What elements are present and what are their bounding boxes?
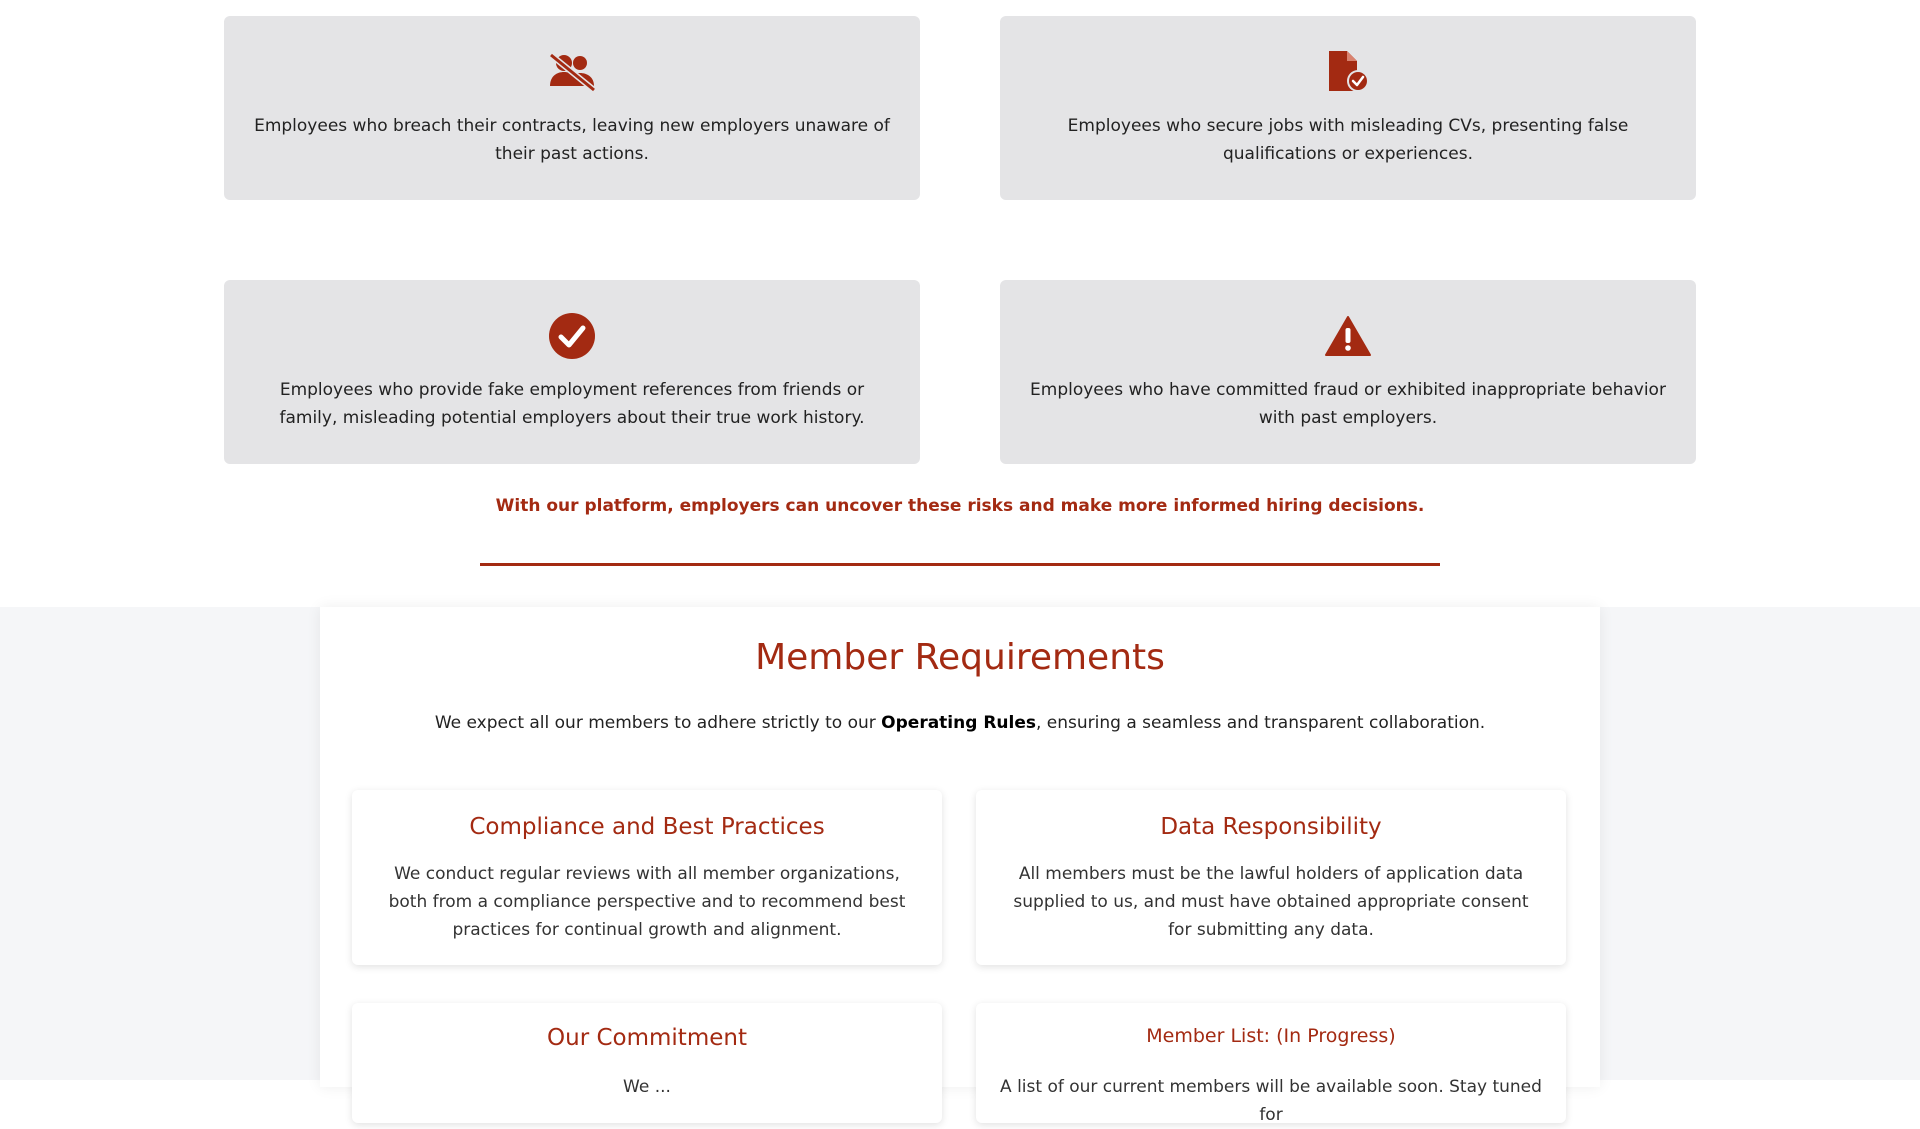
risk-card-misleading-cv (1000, 16, 1696, 200)
risk-card-fake-references (224, 280, 920, 464)
req-card-compliance (352, 790, 942, 965)
req-card-text: We conduct regular reviews with all member organizations, both from a compliance perspective and to recommend best practices for continual growth and alignment. (388, 864, 906, 940)
requirements-intro (320, 713, 1600, 733)
circle-check-icon (224, 313, 920, 359)
requirements-title: Member Requirements (755, 637, 1165, 678)
req-card-text: We ... (623, 1077, 671, 1097)
users-slash-icon (224, 49, 920, 95)
req-card-text: A list of our current members will be available soon. Stay tuned for (1000, 1077, 1542, 1125)
req-card-text: All members must be the lawful holders of application data supplied to us, and must have obtained appropriate consent for submitting any data. (1013, 864, 1529, 940)
intro-text-after: , ensuring a seamless and transparent collaboration. (1036, 713, 1486, 733)
operating-rules-text: Operating Rules (881, 713, 1036, 733)
risk-card-contract-breach (224, 16, 920, 200)
risk-card-text: Employees who provide fake employment references from friends or family, misleading potential employers about their true work history. (279, 380, 865, 428)
req-card-commitment (352, 1003, 942, 1123)
risk-card-text: Employees who have committed fraud or exhibited inappropriate behavior with past employers. (1030, 380, 1666, 428)
risk-card-text: Employees who breach their contracts, leaving new employers unaware of their past actions. (254, 116, 890, 164)
tagline-divider (480, 563, 1440, 566)
intro-text-before: We expect all our members to adhere strictly to our (434, 713, 882, 733)
platform-tagline: With our platform, employers can uncover these risks and make more informed hiring decisions. (495, 496, 1425, 516)
req-card-title: Our Commitment (547, 1025, 747, 1051)
warning-triangle-icon (1000, 313, 1696, 359)
req-card-member-list (976, 1003, 1566, 1123)
member-requirements-section (0, 607, 1920, 1080)
req-card-title: Data Responsibility (1160, 814, 1382, 840)
file-check-icon (1000, 49, 1696, 95)
risk-card-fraud (1000, 280, 1696, 464)
req-card-title: Member List: (In Progress) (1146, 1025, 1396, 1047)
req-card-title: Compliance and Best Practices (469, 814, 825, 840)
risk-card-text: Employees who secure jobs with misleading CVs, presenting false qualifications or experiences. (1067, 116, 1629, 164)
req-card-data-responsibility (976, 790, 1566, 965)
